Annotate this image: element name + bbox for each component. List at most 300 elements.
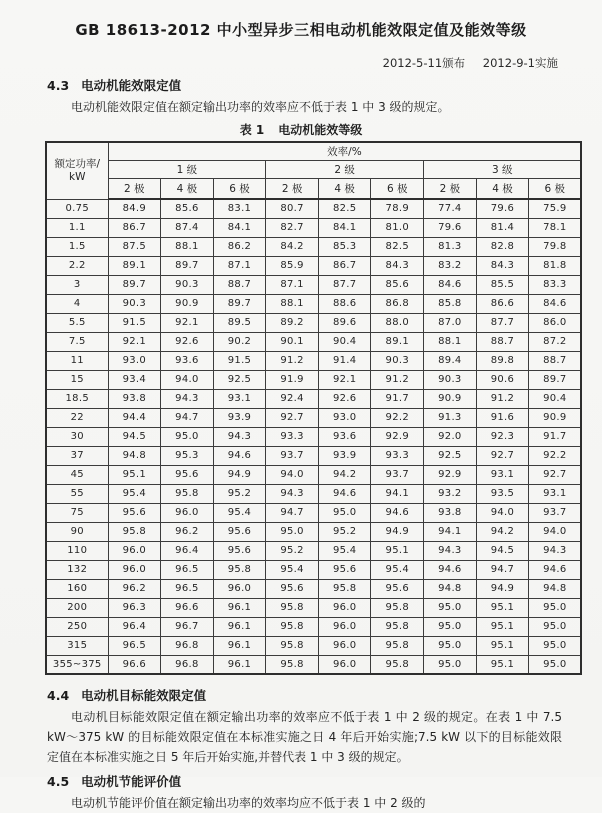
grade-3-header: 3 级: [424, 160, 582, 178]
grade-2-header: 2 级: [266, 160, 424, 178]
power-cell: 315: [46, 636, 108, 655]
efficiency-cell: 94.6: [371, 503, 424, 522]
efficiency-cell: 94.6: [529, 560, 582, 579]
table-row: [46, 294, 581, 313]
table-row: [46, 370, 581, 389]
efficiency-cell: 94.3: [424, 541, 477, 560]
efficiency-cell: 95.1: [108, 465, 161, 484]
efficiency-cell: 89.7: [108, 275, 161, 294]
efficiency-table-body: [46, 199, 581, 674]
efficiency-cell: 94.8: [529, 579, 582, 598]
efficiency-cell: 91.2: [371, 370, 424, 389]
efficiency-cell: 88.1: [424, 332, 477, 351]
table-caption-title: 电动机能效等级: [278, 123, 363, 137]
table-row: [46, 218, 581, 237]
section-4-3-heading: [47, 76, 602, 94]
efficiency-cell: 88.7: [529, 351, 582, 370]
efficiency-cell: 93.1: [529, 484, 582, 503]
efficiency-cell: 94.3: [213, 427, 266, 446]
efficiency-cell: 89.1: [108, 256, 161, 275]
table-header-row-poles: [46, 178, 581, 199]
efficiency-cell: 93.2: [424, 484, 477, 503]
date-implemented: 2012-9-1实施: [482, 56, 558, 70]
table-row: [46, 199, 581, 218]
efficiency-cell: 77.4: [424, 199, 477, 218]
efficiency-cell: 95.2: [318, 522, 371, 541]
efficiency-cell: 85.9: [266, 256, 319, 275]
table-caption: [0, 121, 602, 138]
date-line: [0, 55, 602, 71]
efficiency-cell: 94.8: [108, 446, 161, 465]
efficiency-cell: 79.8: [529, 237, 582, 256]
efficiency-cell: 96.0: [318, 636, 371, 655]
efficiency-header: 效率/%: [108, 142, 581, 160]
efficiency-cell: 88.0: [371, 313, 424, 332]
efficiency-cell: 95.6: [213, 541, 266, 560]
efficiency-cell: 94.3: [529, 541, 582, 560]
efficiency-cell: 85.8: [424, 294, 477, 313]
power-cell: 11: [46, 351, 108, 370]
efficiency-cell: 96.1: [213, 655, 266, 674]
efficiency-cell: 95.8: [266, 617, 319, 636]
table-row: [46, 237, 581, 256]
section-4-4-body: 电动机目标能效限定值在额定输出功率的效率应不低于表 1 中 2 级的规定。在表 1 中 7.5 kW～375 kW 的目标能效限定值在本标准实施之日 4 年后开始实施;7.5 kW 以下的目标能效限定值在本标准实施之日 5 年后开始实施,并替代表 1 中 3 级的规定。: [47, 710, 562, 764]
table-row: [46, 617, 581, 636]
efficiency-cell: 93.9: [213, 408, 266, 427]
efficiency-cell: 80.7: [266, 199, 319, 218]
efficiency-cell: 93.5: [476, 484, 529, 503]
power-cell: 45: [46, 465, 108, 484]
grade-1-header: 1 级: [108, 160, 266, 178]
efficiency-cell: 95.3: [161, 446, 214, 465]
power-cell: 55: [46, 484, 108, 503]
efficiency-cell: 96.0: [318, 617, 371, 636]
efficiency-cell: 90.9: [529, 408, 582, 427]
efficiency-cell: 93.1: [476, 465, 529, 484]
efficiency-cell: 87.7: [318, 275, 371, 294]
efficiency-cell: 88.7: [213, 275, 266, 294]
efficiency-cell: 95.1: [476, 655, 529, 674]
efficiency-cell: 92.1: [318, 370, 371, 389]
power-cell: 250: [46, 617, 108, 636]
efficiency-cell: 87.1: [213, 256, 266, 275]
efficiency-cell: 94.1: [371, 484, 424, 503]
efficiency-cell: 96.3: [108, 598, 161, 617]
efficiency-cell: 96.1: [213, 636, 266, 655]
efficiency-cell: 86.2: [213, 237, 266, 256]
pole-header: 6 极: [213, 178, 266, 199]
table-row: [46, 522, 581, 541]
efficiency-cell: 95.2: [213, 484, 266, 503]
power-cell: 4: [46, 294, 108, 313]
efficiency-cell: 96.0: [108, 541, 161, 560]
power-cell: 355~375: [46, 655, 108, 674]
efficiency-cell: 95.0: [424, 655, 477, 674]
power-cell: 30: [46, 427, 108, 446]
efficiency-cell: 84.2: [266, 237, 319, 256]
efficiency-cell: 95.4: [266, 560, 319, 579]
efficiency-cell: 75.9: [529, 199, 582, 218]
efficiency-cell: 95.1: [476, 617, 529, 636]
efficiency-cell: 95.6: [108, 503, 161, 522]
efficiency-cell: 89.2: [266, 313, 319, 332]
efficiency-cell: 93.0: [318, 408, 371, 427]
efficiency-cell: 89.7: [529, 370, 582, 389]
efficiency-cell: 95.0: [161, 427, 214, 446]
efficiency-cell: 92.5: [424, 446, 477, 465]
efficiency-cell: 96.5: [108, 636, 161, 655]
table-row: [46, 427, 581, 446]
efficiency-cell: 94.6: [318, 484, 371, 503]
efficiency-cell: 95.8: [371, 598, 424, 617]
efficiency-cell: 90.9: [424, 389, 477, 408]
efficiency-cell: 94.0: [161, 370, 214, 389]
efficiency-cell: 95.1: [476, 636, 529, 655]
efficiency-cell: 95.6: [266, 579, 319, 598]
efficiency-cell: 94.9: [371, 522, 424, 541]
efficiency-cell: 95.6: [371, 579, 424, 598]
power-column-unit: kW: [69, 170, 86, 183]
power-cell: 2.2: [46, 256, 108, 275]
efficiency-cell: 91.5: [108, 313, 161, 332]
power-cell: 132: [46, 560, 108, 579]
efficiency-cell: 94.2: [476, 522, 529, 541]
efficiency-cell: 84.1: [213, 218, 266, 237]
efficiency-cell: 91.4: [318, 351, 371, 370]
efficiency-cell: 95.1: [371, 541, 424, 560]
efficiency-cell: 92.1: [108, 332, 161, 351]
section-4-4-heading: [47, 686, 602, 704]
efficiency-cell: 81.8: [529, 256, 582, 275]
section-4-5-title: 电动机节能评价值: [81, 774, 182, 789]
efficiency-cell: 94.3: [266, 484, 319, 503]
efficiency-cell: 89.7: [161, 256, 214, 275]
efficiency-cell: 86.7: [108, 218, 161, 237]
table-row: [46, 465, 581, 484]
efficiency-cell: 88.1: [266, 294, 319, 313]
efficiency-cell: 84.6: [424, 275, 477, 294]
efficiency-cell: 87.5: [108, 237, 161, 256]
efficiency-cell: 94.7: [476, 560, 529, 579]
efficiency-cell: 88.1: [161, 237, 214, 256]
section-4-4-number: 4.4: [47, 688, 70, 703]
section-4-5-number: 4.5: [47, 774, 70, 789]
efficiency-cell: 93.8: [424, 503, 477, 522]
efficiency-cell: 93.3: [371, 446, 424, 465]
section-4-4-title: 电动机目标能效限定值: [81, 688, 207, 703]
efficiency-cell: 85.6: [371, 275, 424, 294]
pole-header: 2 极: [108, 178, 161, 199]
efficiency-cell: 96.1: [213, 598, 266, 617]
efficiency-cell: 92.1: [161, 313, 214, 332]
efficiency-cell: 89.4: [424, 351, 477, 370]
efficiency-cell: 94.5: [108, 427, 161, 446]
efficiency-cell: 91.6: [476, 408, 529, 427]
table-row: [46, 655, 581, 674]
efficiency-cell: 86.6: [476, 294, 529, 313]
efficiency-cell: 95.0: [424, 617, 477, 636]
efficiency-cell: 94.7: [266, 503, 319, 522]
efficiency-cell: 95.4: [213, 503, 266, 522]
efficiency-cell: 92.3: [476, 427, 529, 446]
efficiency-cell: 92.2: [529, 446, 582, 465]
efficiency-cell: 96.2: [108, 579, 161, 598]
efficiency-cell: 84.6: [529, 294, 582, 313]
efficiency-cell: 84.3: [476, 256, 529, 275]
efficiency-cell: 89.1: [371, 332, 424, 351]
efficiency-cell: 95.0: [424, 598, 477, 617]
efficiency-cell: 92.5: [213, 370, 266, 389]
pole-header: 2 极: [266, 178, 319, 199]
efficiency-cell: 95.8: [371, 636, 424, 655]
power-cell: 18.5: [46, 389, 108, 408]
table-row: [46, 579, 581, 598]
efficiency-cell: 90.3: [161, 275, 214, 294]
efficiency-cell: 96.4: [108, 617, 161, 636]
efficiency-cell: 96.5: [161, 560, 214, 579]
efficiency-cell: 85.6: [161, 199, 214, 218]
efficiency-cell: 93.7: [371, 465, 424, 484]
efficiency-cell: 95.4: [318, 541, 371, 560]
efficiency-cell: 93.8: [108, 389, 161, 408]
power-column-label: 额定功率/: [54, 157, 101, 170]
efficiency-cell: 94.8: [424, 579, 477, 598]
efficiency-cell: 92.9: [424, 465, 477, 484]
efficiency-cell: 94.0: [476, 503, 529, 522]
efficiency-cell: 89.6: [318, 313, 371, 332]
efficiency-cell: 87.2: [529, 332, 582, 351]
efficiency-cell: 94.2: [318, 465, 371, 484]
table-row: [46, 484, 581, 503]
efficiency-cell: 92.6: [161, 332, 214, 351]
table-row: [46, 503, 581, 522]
table-row: [46, 275, 581, 294]
efficiency-cell: 95.6: [213, 522, 266, 541]
efficiency-cell: 93.7: [529, 503, 582, 522]
efficiency-cell: 93.6: [318, 427, 371, 446]
efficiency-cell: 95.8: [161, 484, 214, 503]
efficiency-cell: 92.7: [476, 446, 529, 465]
table-row: [46, 313, 581, 332]
efficiency-cell: 85.3: [318, 237, 371, 256]
efficiency-cell: 87.1: [266, 275, 319, 294]
efficiency-cell: 96.0: [318, 598, 371, 617]
efficiency-cell: 82.5: [371, 237, 424, 256]
pole-header: 4 极: [318, 178, 371, 199]
efficiency-cell: 83.1: [213, 199, 266, 218]
power-cell: 1.5: [46, 237, 108, 256]
power-cell: 15: [46, 370, 108, 389]
efficiency-cell: 91.7: [529, 427, 582, 446]
table-row: [46, 560, 581, 579]
efficiency-cell: 92.7: [529, 465, 582, 484]
power-cell: 3: [46, 275, 108, 294]
pole-header: 4 极: [161, 178, 214, 199]
efficiency-cell: 84.1: [318, 218, 371, 237]
efficiency-cell: 90.3: [424, 370, 477, 389]
efficiency-cell: 95.4: [371, 560, 424, 579]
efficiency-cell: 81.3: [424, 237, 477, 256]
efficiency-cell: 95.8: [266, 598, 319, 617]
efficiency-cell: 96.4: [161, 541, 214, 560]
section-4-3-title: 电动机能效限定值: [81, 78, 182, 93]
efficiency-cell: 85.5: [476, 275, 529, 294]
efficiency-cell: 96.1: [213, 617, 266, 636]
efficiency-cell: 91.9: [266, 370, 319, 389]
efficiency-cell: 87.0: [424, 313, 477, 332]
efficiency-cell: 95.0: [318, 503, 371, 522]
power-cell: 22: [46, 408, 108, 427]
efficiency-cell: 83.3: [529, 275, 582, 294]
efficiency-cell: 79.6: [424, 218, 477, 237]
efficiency-cell: 86.8: [371, 294, 424, 313]
pole-header: 6 极: [529, 178, 582, 199]
efficiency-cell: 95.8: [266, 636, 319, 655]
pole-header: 2 极: [424, 178, 477, 199]
efficiency-cell: 90.1: [266, 332, 319, 351]
efficiency-cell: 95.6: [161, 465, 214, 484]
efficiency-cell: 94.1: [424, 522, 477, 541]
efficiency-cell: 91.7: [371, 389, 424, 408]
efficiency-cell: 89.5: [213, 313, 266, 332]
table-header-row-grades: [46, 160, 581, 178]
table-header-row-efficiency: [46, 142, 581, 160]
efficiency-cell: 91.5: [213, 351, 266, 370]
efficiency-cell: 90.6: [476, 370, 529, 389]
efficiency-cell: 95.8: [266, 655, 319, 674]
efficiency-cell: 93.1: [213, 389, 266, 408]
power-cell: 7.5: [46, 332, 108, 351]
efficiency-cell: 92.0: [424, 427, 477, 446]
power-cell: 0.75: [46, 199, 108, 218]
efficiency-cell: 89.7: [213, 294, 266, 313]
table-row: [46, 351, 581, 370]
efficiency-cell: 89.8: [476, 351, 529, 370]
efficiency-cell: 95.8: [318, 579, 371, 598]
efficiency-cell: 94.4: [108, 408, 161, 427]
efficiency-cell: 93.7: [266, 446, 319, 465]
efficiency-cell: 96.2: [161, 522, 214, 541]
efficiency-cell: 92.2: [371, 408, 424, 427]
efficiency-cell: 92.4: [266, 389, 319, 408]
efficiency-cell: 94.9: [213, 465, 266, 484]
efficiency-cell: 86.0: [529, 313, 582, 332]
efficiency-table: [45, 141, 582, 675]
efficiency-cell: 94.6: [213, 446, 266, 465]
efficiency-cell: 96.0: [108, 560, 161, 579]
section-4-3-number: 4.3: [47, 78, 70, 93]
efficiency-cell: 95.0: [266, 522, 319, 541]
efficiency-cell: 78.9: [371, 199, 424, 218]
power-cell: 160: [46, 579, 108, 598]
efficiency-cell: 90.3: [108, 294, 161, 313]
efficiency-cell: 91.2: [476, 389, 529, 408]
power-cell: 5.5: [46, 313, 108, 332]
efficiency-cell: 96.5: [161, 579, 214, 598]
efficiency-cell: 95.6: [318, 560, 371, 579]
efficiency-cell: 84.3: [371, 256, 424, 275]
efficiency-cell: 91.2: [266, 351, 319, 370]
section-4-3-body: 电动机能效限定值在额定输出功率的效率应不低于表 1 中 3 级的规定。: [71, 100, 450, 114]
efficiency-cell: 93.4: [108, 370, 161, 389]
efficiency-cell: 95.0: [529, 636, 582, 655]
efficiency-cell: 96.0: [161, 503, 214, 522]
efficiency-cell: 88.6: [318, 294, 371, 313]
efficiency-cell: 93.0: [108, 351, 161, 370]
efficiency-cell: 94.5: [476, 541, 529, 560]
table-row: [46, 446, 581, 465]
efficiency-cell: 93.3: [266, 427, 319, 446]
efficiency-cell: 78.1: [529, 218, 582, 237]
efficiency-cell: 96.6: [161, 598, 214, 617]
efficiency-cell: 90.3: [371, 351, 424, 370]
efficiency-cell: 96.6: [108, 655, 161, 674]
efficiency-cell: 95.4: [108, 484, 161, 503]
power-cell: 90: [46, 522, 108, 541]
efficiency-cell: 94.9: [476, 579, 529, 598]
table-row: [46, 408, 581, 427]
efficiency-cell: 94.0: [529, 522, 582, 541]
power-cell: 37: [46, 446, 108, 465]
efficiency-cell: 94.0: [266, 465, 319, 484]
table-row: [46, 332, 581, 351]
table-caption-label: 表 1: [239, 123, 265, 137]
efficiency-cell: 95.2: [266, 541, 319, 560]
efficiency-cell: 94.7: [161, 408, 214, 427]
efficiency-cell: 94.3: [161, 389, 214, 408]
power-cell: 110: [46, 541, 108, 560]
efficiency-cell: 96.0: [318, 655, 371, 674]
efficiency-cell: 95.8: [213, 560, 266, 579]
efficiency-cell: 79.6: [476, 199, 529, 218]
efficiency-cell: 95.8: [108, 522, 161, 541]
power-cell: 1.1: [46, 218, 108, 237]
efficiency-cell: 90.2: [213, 332, 266, 351]
table-row: [46, 598, 581, 617]
efficiency-cell: 87.4: [161, 218, 214, 237]
pole-header: 4 极: [476, 178, 529, 199]
efficiency-cell: 88.7: [476, 332, 529, 351]
efficiency-cell: 95.0: [529, 598, 582, 617]
efficiency-cell: 95.8: [371, 617, 424, 636]
efficiency-cell: 96.8: [161, 655, 214, 674]
efficiency-cell: 95.8: [371, 655, 424, 674]
efficiency-cell: 82.7: [266, 218, 319, 237]
power-cell: 200: [46, 598, 108, 617]
efficiency-cell: 96.8: [161, 636, 214, 655]
table-row: [46, 389, 581, 408]
table-row: [46, 636, 581, 655]
efficiency-cell: 82.8: [476, 237, 529, 256]
pole-header: 6 极: [371, 178, 424, 199]
power-column-header: [46, 142, 108, 199]
document-title: GB 18613-2012 中小型异步三相电动机能效限定值及能效等级: [75, 21, 527, 39]
efficiency-cell: 94.6: [424, 560, 477, 579]
efficiency-cell: 95.0: [424, 636, 477, 655]
efficiency-cell: 96.7: [161, 617, 214, 636]
efficiency-cell: 82.5: [318, 199, 371, 218]
table-row: [46, 541, 581, 560]
efficiency-cell: 81.0: [371, 218, 424, 237]
efficiency-cell: 90.9: [161, 294, 214, 313]
efficiency-cell: 93.6: [161, 351, 214, 370]
efficiency-cell: 95.0: [529, 655, 582, 674]
table-row: [46, 256, 581, 275]
efficiency-cell: 81.4: [476, 218, 529, 237]
efficiency-cell: 95.1: [476, 598, 529, 617]
efficiency-cell: 92.7: [266, 408, 319, 427]
efficiency-cell: 86.7: [318, 256, 371, 275]
